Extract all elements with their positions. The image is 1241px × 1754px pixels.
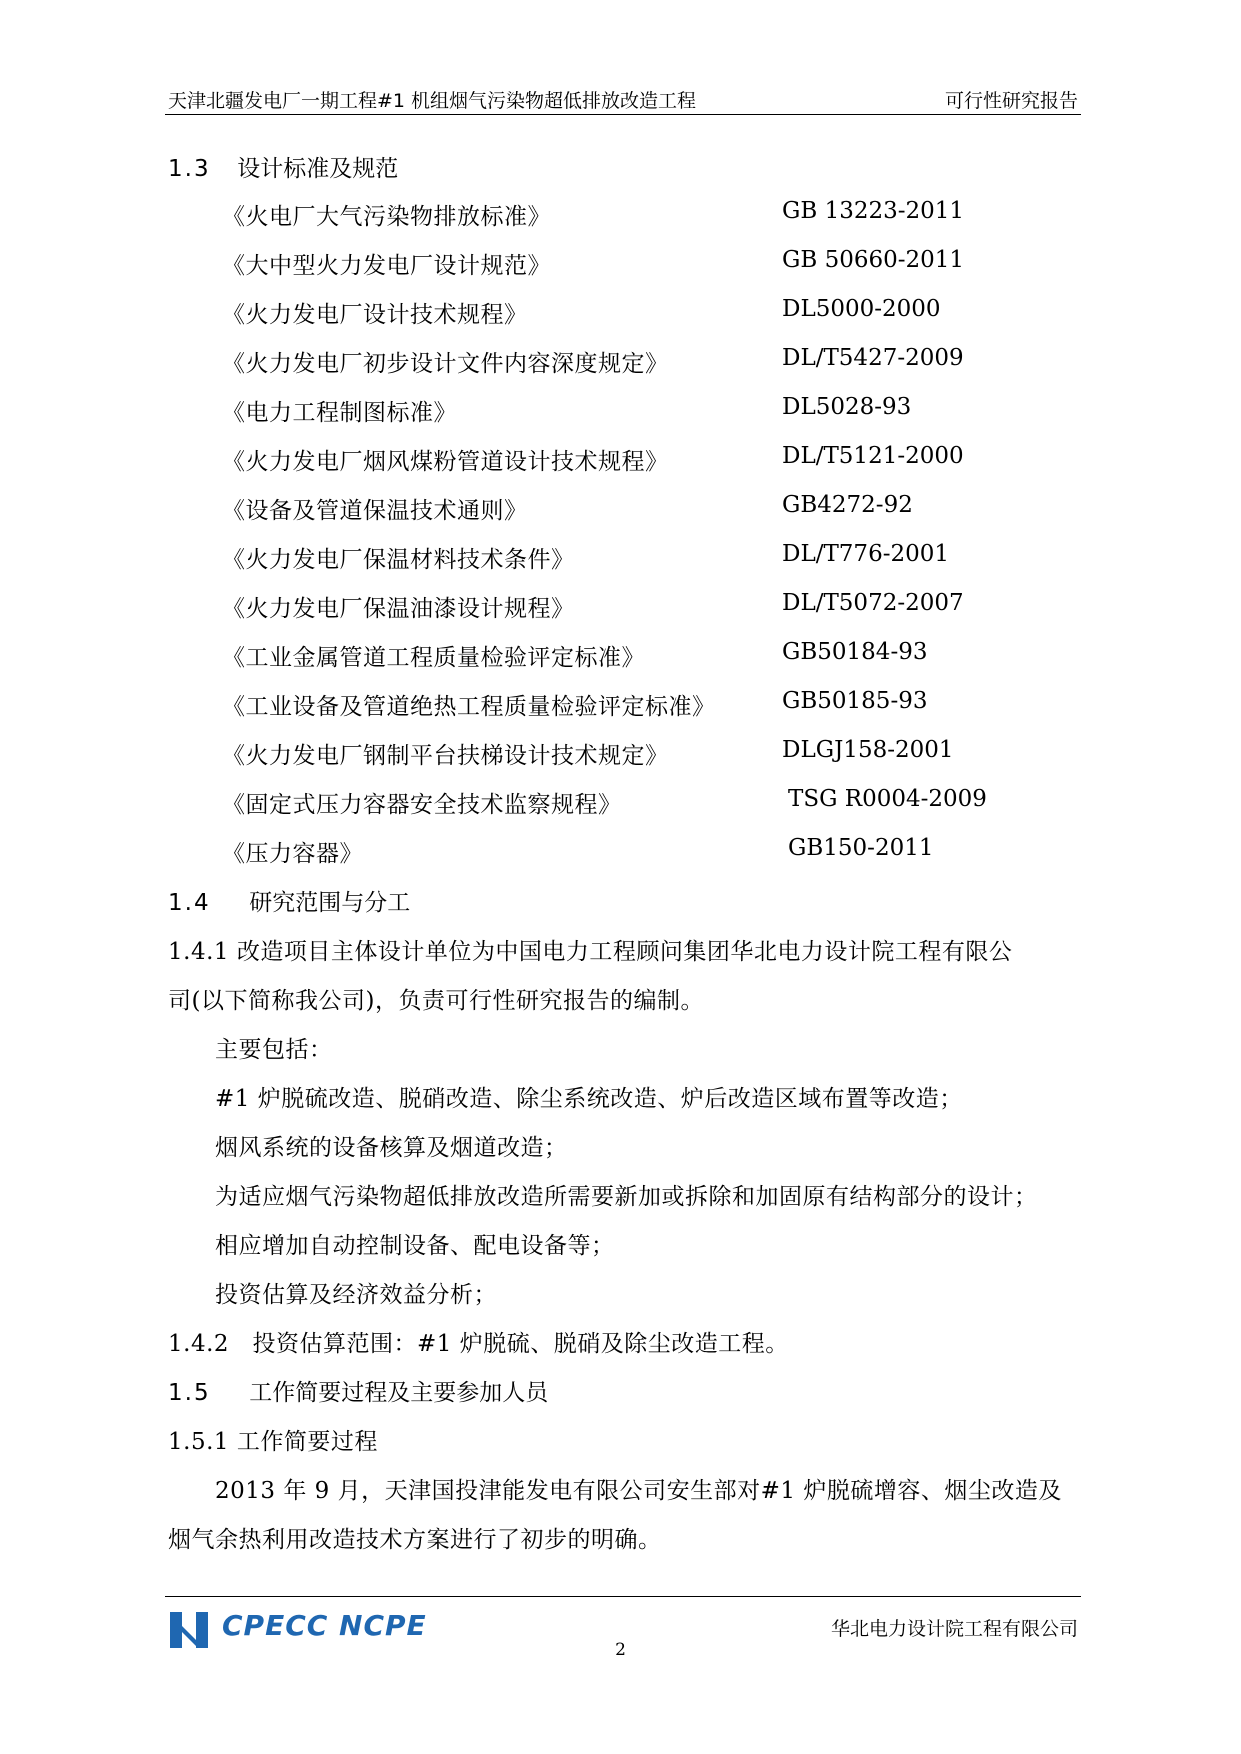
standard-row [0,198,1241,230]
standard-code: GB50184-93 [782,639,928,665]
paragraph-1-4-2: 1.4.2 投资估算范围：#1 炉脱硫、脱硝及除尘改造工程。 [168,1331,789,1357]
standard-title: 《工业设备及管道绝热工程质量检验评定标准》 [222,694,716,720]
section-number: 1.5 [168,1380,211,1406]
scope-item: 为适应烟气污染物超低排放改造所需要新加或拆除和加固原有结构部分的设计； [215,1184,1038,1210]
scope-item: #1 炉脱硫改造、脱硝改造、除尘系统改造、炉后改造区域布置等改造； [215,1086,963,1112]
section-title: 设计标准及规范 [237,156,399,182]
standard-row [0,247,1241,279]
paragraph-last-line1: 2013 年 9 月，天津国投津能发电有限公司安生部对#1 炉脱硫增容、烟尘改造及 [215,1478,1062,1504]
standard-code: GB4272-92 [782,492,913,518]
scope-item: 投资估算及经济效益分析； [215,1282,497,1308]
section-heading-1-5 [168,1374,548,1407]
includes-label: 主要包括： [215,1037,333,1063]
standard-title: 《工业金属管道工程质量检验评定标准》 [222,645,645,671]
company-brand-mark: CPECC NCPE [222,1609,427,1642]
section-heading-1-3 [168,150,398,183]
standard-title: 《大中型火力发电厂设计规范》 [222,253,551,279]
standard-row [0,737,1241,769]
standard-row [0,786,1241,818]
standard-code: GB 13223-2011 [782,198,965,224]
standard-title: 《火电厂大气污染物排放标准》 [222,204,551,230]
standard-title: 《火力发电厂初步设计文件内容深度规定》 [222,351,669,377]
standard-row [0,345,1241,377]
scope-item: 相应增加自动控制设备、配电设备等； [215,1233,615,1259]
standard-code: DL/T776-2001 [782,541,950,567]
standard-code: GB50185-93 [782,688,928,714]
standard-title: 《固定式压力容器安全技术监察规程》 [222,792,622,818]
standard-title: 《火力发电厂钢制平台扶梯设计技术规定》 [222,743,669,769]
standard-title: 《火力发电厂保温材料技术条件》 [222,547,575,573]
paragraph-last-line2: 烟气余热利用改造技术方案进行了初步的明确。 [168,1527,662,1553]
paragraph-1-4-1-line1: 1.4.1 改造项目主体设计单位为中国电力工程顾问集团华北电力设计院工程有限公 [168,939,1013,965]
standard-title: 《火力发电厂设计技术规程》 [222,302,528,328]
standard-code: GB 50660-2011 [782,247,965,273]
subsection-1-5-1: 1.5.1 工作简要过程 [168,1429,378,1455]
standard-row [0,394,1241,426]
standard-code: GB150-2011 [788,835,934,861]
standard-row [0,492,1241,524]
standard-row [0,541,1241,573]
header-report-type: 可行性研究报告 [944,90,1078,112]
standard-code: DL/T5427-2009 [782,345,964,371]
page-number: 2 [615,1640,626,1660]
header-title: 天津北疆发电厂一期工程#1 机组烟气污染物超低排放改造工程 [168,90,697,112]
standard-title: 《压力容器》 [222,841,363,867]
standard-row [0,835,1241,867]
footer-company-name: 华北电力设计院工程有限公司 [830,1618,1078,1640]
standard-title: 《火力发电厂保温油漆设计规程》 [222,596,575,622]
standard-row [0,688,1241,720]
footer-divider [165,1596,1081,1597]
section-title: 工作简要过程及主要参加人员 [249,1380,549,1406]
standard-row [0,590,1241,622]
section-number: 1.3 [168,156,211,182]
standard-row [0,443,1241,475]
standard-row [0,639,1241,671]
section-number: 1.4 [168,890,211,916]
standard-title: 《电力工程制图标准》 [222,400,457,426]
standard-title: 《设备及管道保温技术通则》 [222,498,528,524]
section-title: 研究范围与分工 [249,890,411,916]
header-divider [165,114,1081,115]
scope-item: 烟风系统的设备核算及烟道改造； [215,1135,568,1161]
standard-code: DL/T5072-2007 [782,590,964,616]
standard-code: TSG R0004-2009 [788,786,987,812]
section-heading-1-4 [168,884,410,917]
paragraph-1-4-1-line2: 司(以下简称我公司)，负责可行性研究报告的编制。 [168,988,704,1014]
standard-code: DL5000-2000 [782,296,941,322]
standard-code: DLGJ158-2001 [782,737,954,763]
standard-title: 《火力发电厂烟风煤粉管道设计技术规程》 [222,449,669,475]
standard-code: DL/T5121-2000 [782,443,964,469]
standard-code: DL5028-93 [782,394,912,420]
standard-row [0,296,1241,328]
